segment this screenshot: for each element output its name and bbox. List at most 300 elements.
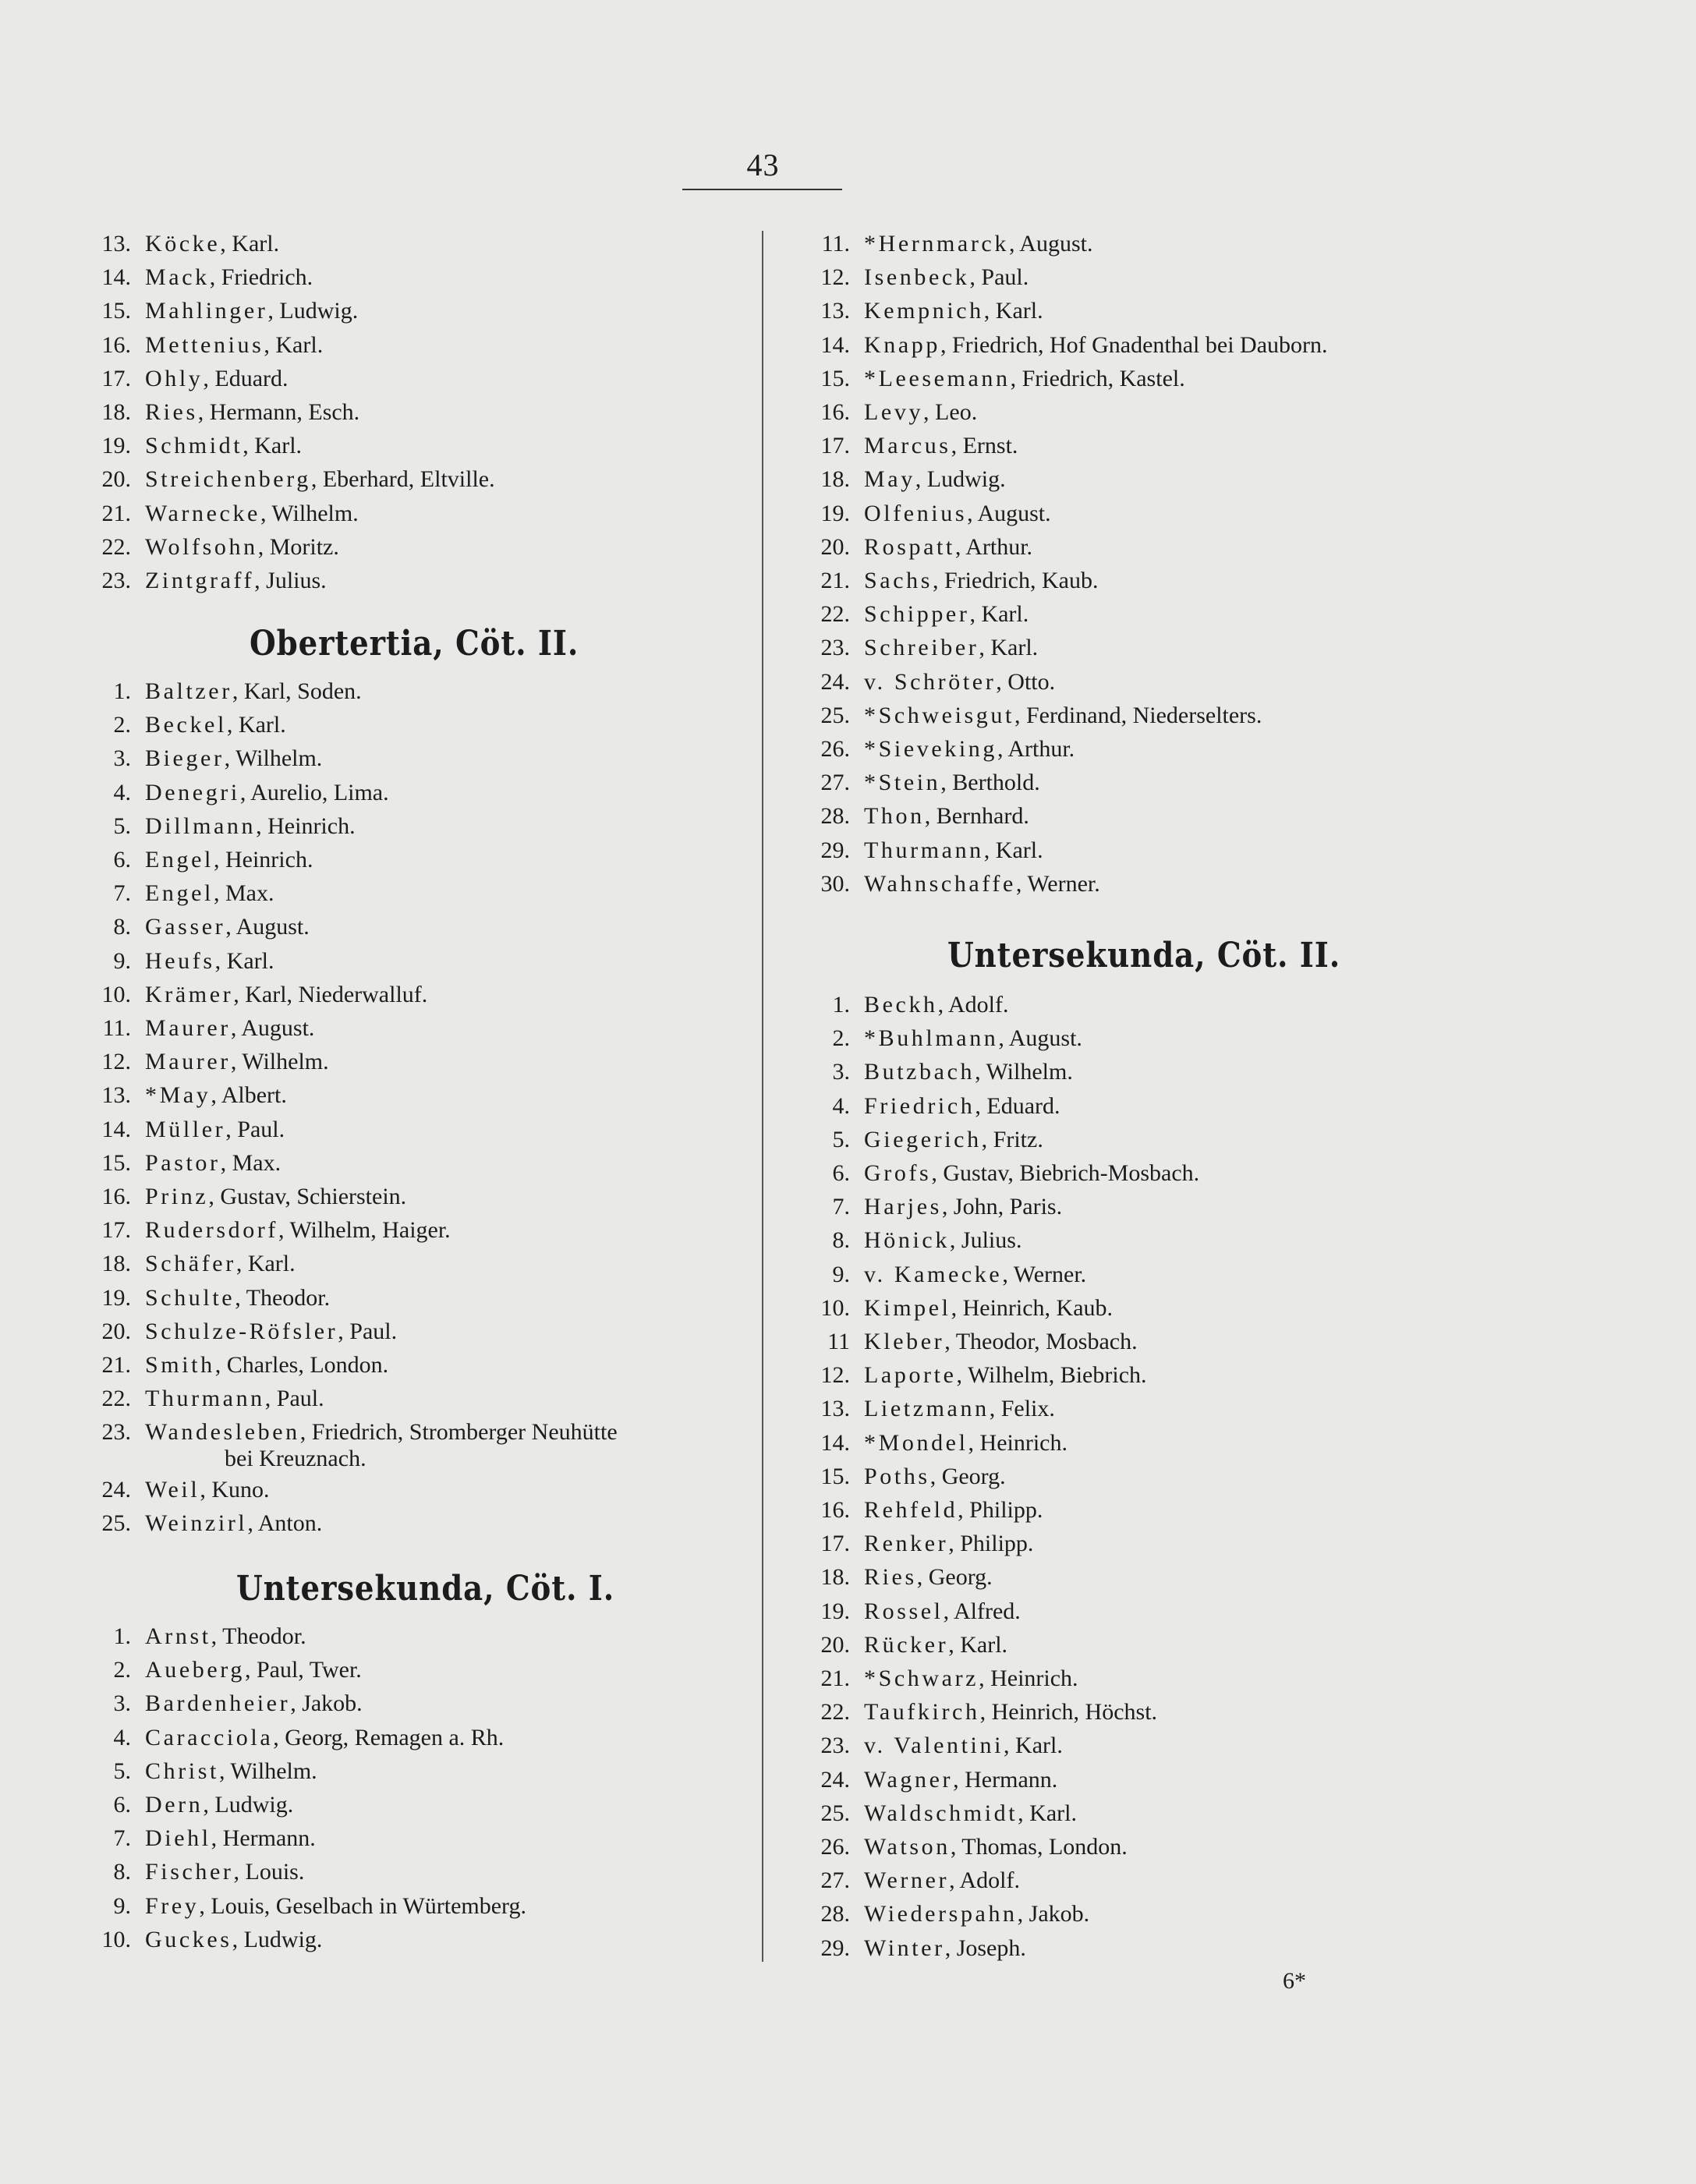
entry-details: , Max. (213, 880, 274, 907)
entry-surname: Giegerich (864, 1126, 982, 1152)
list-item (795, 466, 1006, 493)
entry-surname: Köcke (145, 231, 221, 257)
entry-surname: Renker (864, 1531, 949, 1557)
entry-details: , Max. (220, 1149, 281, 1176)
entry-details: , Fritz. (981, 1126, 1043, 1152)
entry-surname: May (864, 466, 915, 493)
list-item (76, 1217, 451, 1244)
column-divider (762, 231, 763, 1962)
list-item (76, 298, 358, 324)
entry-number: 19. (101, 433, 131, 459)
entry-surname: Engel (145, 880, 214, 907)
list-item (76, 1758, 317, 1785)
entry-number: 12. (820, 1362, 850, 1389)
list-item (795, 1901, 1089, 1927)
list-item (76, 1927, 322, 1953)
list-item (795, 736, 1075, 763)
entry-number: 7. (113, 880, 131, 907)
entry-details: , Georg, Remagen a. Rh. (273, 1724, 505, 1750)
list-item (795, 1767, 1057, 1793)
entry-details: , Karl. (983, 298, 1043, 324)
entry-details: , Gustav, Schierstein. (208, 1184, 407, 1209)
list-item (795, 1564, 993, 1591)
entry-surname: Müller (145, 1116, 226, 1142)
entry-number: 22. (101, 533, 131, 560)
entry-details: , Otto. (996, 668, 1056, 695)
entry-details: , Hermann. (211, 1825, 316, 1852)
list-item (795, 635, 1038, 661)
entry-details: , Karl. (214, 947, 274, 974)
entry-details: , Werner. (1015, 870, 1100, 897)
list-item (795, 501, 1051, 527)
list-item (76, 433, 302, 459)
entry-surname: Diehl (145, 1825, 211, 1852)
entry-details: , Aurelio, Lima. (239, 779, 389, 805)
list-item (76, 501, 359, 527)
entry-number: 12. (820, 264, 850, 291)
entry-number: 24. (820, 1766, 850, 1793)
entry-surname: Thurmann (145, 1386, 265, 1412)
entry-surname: Rossel (864, 1598, 944, 1624)
entry-details: , John, Paris. (941, 1194, 1063, 1220)
entry-details: , Paul. (969, 264, 1029, 291)
list-item (76, 1825, 316, 1852)
entry-surname: Lietzmann (864, 1396, 990, 1422)
entry-number: 26. (820, 1834, 850, 1860)
entry-details: , Heinrich. (968, 1429, 1068, 1456)
entry-number: 20. (101, 466, 131, 493)
list-item (795, 568, 1098, 594)
entry-surname: Arnst (145, 1623, 211, 1649)
entry-details: , Ludwig. (267, 298, 359, 324)
list-item (795, 669, 1055, 696)
entry-number: 3. (832, 1059, 850, 1085)
list-item (795, 1194, 1062, 1220)
list-item (76, 231, 279, 257)
entry-details: , Wilhelm, Biebrich. (956, 1362, 1147, 1389)
entry-number: 7. (113, 1825, 131, 1852)
list-item (76, 1117, 285, 1143)
entry-number: 19. (820, 1598, 850, 1624)
entry-number: 15. (101, 298, 131, 324)
entry-details: , Friedrich, Kaub. (933, 568, 1099, 593)
entry-details: , August. (967, 500, 1051, 526)
entry-details: , Georg. (929, 1463, 1006, 1489)
entry-number: 17. (820, 1531, 850, 1557)
entry-number: 7. (832, 1194, 850, 1220)
entry-number: 9. (832, 1261, 850, 1287)
list-item (76, 264, 313, 291)
entry-details: , Ernst. (951, 433, 1018, 459)
list-item (795, 1464, 1006, 1490)
entry-surname: Werner (864, 1867, 950, 1894)
entry-surname: Schulte (145, 1284, 235, 1311)
list-item (76, 1184, 406, 1210)
entry-details: , Julius. (254, 568, 327, 593)
list-item (76, 1049, 329, 1075)
entry-surname: Olfenius (864, 500, 968, 526)
entry-surname: Mack (145, 264, 210, 291)
list-item (795, 1093, 1060, 1120)
entry-surname: Butzbach (864, 1059, 975, 1085)
entry-number: 18. (820, 466, 850, 493)
entry-surname: Watson (864, 1834, 951, 1860)
entry-surname: Poths (864, 1463, 930, 1489)
entry-number: 14. (820, 331, 850, 358)
list-item (795, 837, 1043, 864)
entry-number: 3. (113, 1690, 131, 1717)
entry-details: , Friedrich. (209, 264, 313, 291)
entry-details: , Wilhelm, Haiger. (278, 1217, 451, 1244)
entry-number: 16. (820, 1497, 850, 1523)
entry-details: , Bernhard. (924, 803, 1029, 830)
entry-number: 11. (102, 1015, 131, 1041)
entry-number: 6. (113, 847, 131, 873)
list-item (795, 1867, 1020, 1894)
entry-number: 10. (820, 1294, 850, 1321)
entry-number: 8. (832, 1227, 850, 1254)
list-item (76, 745, 322, 772)
entry-surname: Maurer (145, 1015, 231, 1041)
entry-surname: Warnecke (145, 500, 260, 526)
entry-number: 11. (821, 231, 850, 257)
entry-number: 23. (820, 635, 850, 661)
entry-number: 17. (820, 433, 850, 459)
entry-number: 1. (832, 992, 850, 1018)
list-item (795, 534, 1032, 561)
entry-details: , August. (230, 1015, 315, 1041)
entry-surname: Kempnich (864, 298, 984, 324)
entry-surname: Engel (145, 847, 214, 873)
entry-details: , Karl. (226, 712, 286, 738)
entry-details: , Karl. (979, 635, 1039, 661)
entry-number: 11 (827, 1329, 850, 1354)
entry-surname: Harjes (864, 1194, 942, 1220)
entry-details: , Wilhelm. (260, 500, 359, 526)
entry-number: 10. (101, 1926, 131, 1952)
entry-details: , Karl, Niederwalluf. (233, 981, 428, 1007)
entry-surname: Dillmann (145, 812, 257, 839)
list-item (76, 982, 427, 1008)
entry-surname: Krämer (145, 981, 234, 1007)
entry-number: 20. (820, 533, 850, 560)
entry-details: , Moritz. (257, 533, 339, 560)
list-item (76, 678, 362, 705)
entry-details: , Heinrich, Kaub. (951, 1294, 1114, 1321)
heading-obertertia: Obertertia, Cöt. II. (250, 624, 579, 664)
list-item (76, 1690, 363, 1717)
entry-surname: Prinz (145, 1184, 209, 1209)
entry-details: , Adolf. (937, 992, 1009, 1018)
entry-surname: *Leesemann (864, 365, 1011, 391)
entry-surname: Rehfeld (864, 1497, 958, 1523)
entry-surname: Weinzirl (145, 1510, 248, 1536)
entry-details: , Julius. (949, 1227, 1022, 1254)
entry-details: , Hermann. (953, 1766, 1058, 1793)
list-item (76, 813, 356, 840)
list-item (795, 1295, 1113, 1322)
entry-details: , Albert. (211, 1082, 287, 1109)
list-item (795, 1430, 1068, 1457)
list-item (795, 871, 1100, 897)
list-item (795, 1362, 1147, 1389)
entry-details: , Friedrich, Stromberger Neuhütte (299, 1419, 618, 1446)
entry-surname: Pastor (145, 1149, 221, 1176)
entry-surname: Caracciola (145, 1724, 274, 1750)
entry-surname: Mahlinger (145, 298, 268, 324)
entry-number: 6. (113, 1792, 131, 1818)
list-item (76, 399, 359, 426)
entry-details: , August. (225, 914, 310, 940)
entry-number: 29. (820, 837, 850, 863)
entry-surname: Laporte (864, 1362, 957, 1389)
list-item (795, 399, 977, 426)
entry-surname: Dern (145, 1792, 204, 1818)
list-item (795, 1834, 1128, 1860)
entry-surname: Grofs (864, 1160, 932, 1186)
entry-number: 22. (101, 1386, 131, 1412)
entry-details: , Philipp. (958, 1497, 1043, 1523)
list-item (795, 433, 1018, 459)
list-item (76, 948, 274, 975)
entry-number: 14. (101, 264, 131, 291)
list-item (76, 1792, 293, 1818)
entry-surname: Rospatt (864, 533, 955, 560)
list-item (795, 1935, 1026, 1962)
entry-details: , Heinrich, Höchst. (979, 1699, 1158, 1726)
list-item (795, 1665, 1078, 1692)
entry-number: 23. (820, 1733, 850, 1759)
entry-details: , Kuno. (200, 1476, 270, 1503)
entry-surname: Schulze-Röfsler (145, 1318, 338, 1344)
entry-number: 3. (113, 745, 131, 772)
entry-surname: Ries (145, 399, 198, 425)
entry-details: , Karl. (1004, 1733, 1063, 1759)
entry-details: , Friedrich, Kastel. (1010, 365, 1185, 391)
entry-number: 18. (820, 1564, 850, 1591)
entry-surname: Gasser (145, 914, 226, 940)
entry-surname: Bieger (145, 745, 225, 772)
entry-details: , Theodor. (235, 1284, 331, 1311)
list-item (76, 1082, 287, 1109)
list-item (76, 847, 313, 873)
entry-number: 17. (101, 365, 131, 391)
entry-number: 15. (820, 1463, 850, 1489)
entry-number: 20. (820, 1631, 850, 1658)
entry-number: 2. (113, 1657, 131, 1683)
entry-surname: Levy (864, 399, 924, 425)
entry-details: , Alfred. (943, 1598, 1021, 1624)
entry-details: , Louis, Geselbach in Würtemberg. (199, 1892, 527, 1919)
list-item (795, 1632, 1007, 1658)
entry-number: 21. (101, 500, 131, 526)
entry-surname: Fischer (145, 1859, 234, 1885)
entry-surname: *Schweisgut (864, 702, 1014, 728)
entry-surname: Denegri (145, 779, 240, 805)
entry-details: , Jakob. (290, 1690, 363, 1717)
list-item (76, 880, 274, 907)
list-item (795, 703, 1262, 729)
entry-details: , Paul, Twer. (244, 1657, 362, 1683)
entry-number: 25. (820, 1800, 850, 1826)
entry-details: , Jakob. (1017, 1901, 1090, 1927)
entry-surname: Wiederspahn (864, 1901, 1018, 1927)
entry-number: 16. (101, 331, 131, 358)
entry-number: 19. (820, 500, 850, 526)
entry-details: , Georg. (916, 1564, 993, 1591)
entry-number: 4. (113, 1724, 131, 1750)
entry-details: , Eberhard, Eltville. (310, 466, 495, 493)
entry-surname: Rudersdorf (145, 1217, 278, 1244)
list-item (795, 231, 1092, 257)
entry-surname: Christ (145, 1757, 219, 1784)
entry-details: , Joseph. (944, 1934, 1026, 1961)
entry-number: 14. (820, 1429, 850, 1456)
entry-surname: *Hernmarck (864, 231, 1009, 257)
list-item (795, 1262, 1086, 1288)
entry-details: , Karl. (1018, 1800, 1077, 1826)
entry-surname: Zintgraff (145, 568, 255, 593)
list-item (76, 1015, 314, 1042)
entry-details: , Leo. (923, 399, 978, 425)
entry-details: , Karl. (969, 601, 1029, 628)
entry-details: , Wilhelm. (230, 1049, 329, 1075)
entry-details: , Adolf. (949, 1867, 1020, 1894)
entry-surname: Thurmann (864, 837, 984, 863)
entry-surname: *May (145, 1082, 211, 1109)
entry-number: 23. (101, 568, 131, 593)
entry-surname: Baltzer (145, 678, 232, 704)
entry-details: , Paul. (225, 1116, 285, 1142)
entry-details: , Wilhelm. (218, 1757, 317, 1784)
entry-details: , Ludwig. (203, 1792, 294, 1818)
entry-details: , Theodor, Mosbach. (944, 1329, 1138, 1354)
list-item (76, 780, 389, 806)
entry-number: 28. (820, 803, 850, 830)
entry-number: 1. (113, 1623, 131, 1649)
entry-details: , Karl. (264, 331, 324, 358)
list-item (76, 1859, 304, 1885)
list-item (76, 1319, 397, 1345)
entry-details: , Felix. (989, 1396, 1055, 1422)
entry-surname: v. Schröter (864, 668, 997, 695)
entry-details: , Karl. (235, 1251, 296, 1277)
entry-surname: Schmidt (145, 433, 243, 459)
entry-surname: *Stein (864, 770, 941, 796)
entry-details: , Theodor. (211, 1623, 306, 1649)
entry-details: , Karl. (948, 1631, 1008, 1658)
list-item (795, 601, 1029, 628)
entry-number: 5. (113, 812, 131, 839)
entry-number: 18. (101, 1251, 131, 1277)
entry-surname: Ohly (145, 365, 204, 391)
list-item (795, 803, 1029, 830)
list-item (76, 1477, 269, 1503)
entry-number: 9. (113, 947, 131, 974)
page-number-rule (682, 189, 842, 190)
list-item (76, 1657, 362, 1683)
entry-surname: Schipper (864, 601, 970, 628)
list-item (76, 332, 323, 359)
signature-mark: 6* (1283, 1968, 1306, 1994)
entry-number: 18. (101, 399, 131, 425)
entry-number: 4. (113, 779, 131, 805)
entry-details: , Karl. (220, 231, 280, 257)
entry-number: 15. (101, 1149, 131, 1176)
heading-untersekunda-1: Untersekunda, Cöt. I. (236, 1569, 615, 1609)
entry-surname: Aueberg (145, 1657, 245, 1683)
entry-surname: *Schwarz (864, 1665, 979, 1691)
entry-surname: v. Kamecke (864, 1261, 1003, 1287)
entry-surname: Wolfsohn (145, 533, 258, 560)
list-item (795, 1699, 1157, 1726)
entry-details: , Anton. (247, 1510, 323, 1536)
list-item (795, 1598, 1021, 1625)
entry-details: , Karl. (983, 837, 1043, 863)
entry-details: , Wilhelm. (224, 745, 323, 772)
entry-surname: Bardenheier (145, 1690, 291, 1717)
entry-number: 6. (832, 1160, 850, 1186)
list-item (76, 1150, 281, 1177)
entry-number: 22. (820, 601, 850, 628)
entry-surname: Schreiber (864, 635, 979, 661)
entry-details: , Friedrich, Hof Gnadenthal bei Dauborn. (940, 331, 1328, 358)
entry-surname: Sachs (864, 568, 933, 593)
entry-surname: Thon (864, 803, 925, 830)
entry-number: 4. (832, 1092, 850, 1119)
entry-number: 24. (101, 1476, 131, 1503)
list-item (795, 1127, 1043, 1153)
entry-details: , Louis. (233, 1859, 305, 1885)
list-item (795, 1396, 1055, 1422)
entry-details: , Thomas, London. (950, 1834, 1128, 1860)
entry-number: 5. (832, 1126, 850, 1152)
entry-number: 26. (820, 736, 850, 762)
entry-number: 2. (832, 1025, 850, 1052)
entry-details: , Arthur. (954, 533, 1033, 560)
entry-number: 13. (820, 298, 850, 324)
entry-surname: Rücker (864, 1631, 949, 1658)
list-item (795, 1160, 1199, 1187)
entry-details: , Eduard. (203, 365, 289, 391)
entry-details: , Ludwig. (232, 1926, 323, 1952)
entry-number: 27. (820, 770, 850, 796)
entry-surname: Schäfer (145, 1251, 236, 1277)
list-item (76, 568, 327, 594)
entry-number: 8. (113, 914, 131, 940)
entry-surname: Ries (864, 1564, 917, 1591)
entry-surname: Wandesleben (145, 1419, 300, 1446)
entry-details: , Paul. (338, 1318, 398, 1344)
entry-surname: Mettenius (145, 331, 264, 358)
list-item (76, 1386, 324, 1412)
list-item (76, 534, 339, 561)
entry-number: 19. (101, 1284, 131, 1311)
entry-number: 17. (101, 1217, 131, 1244)
entry-details: , Heinrich. (979, 1665, 1078, 1691)
entry-details: , Heinrich. (213, 847, 313, 873)
list-item (795, 1227, 1021, 1254)
entry-surname: Hönick (864, 1227, 950, 1254)
entry-number: 16. (820, 399, 850, 425)
entry-surname: Knapp (864, 331, 940, 358)
list-item (795, 770, 1040, 796)
list-item (795, 332, 1328, 359)
entry-surname: Isenbeck (864, 264, 970, 291)
entry-details: , Ludwig. (915, 466, 1006, 493)
entry-details: , Hermann, Esch. (197, 399, 360, 425)
entry-surname: Maurer (145, 1049, 231, 1075)
